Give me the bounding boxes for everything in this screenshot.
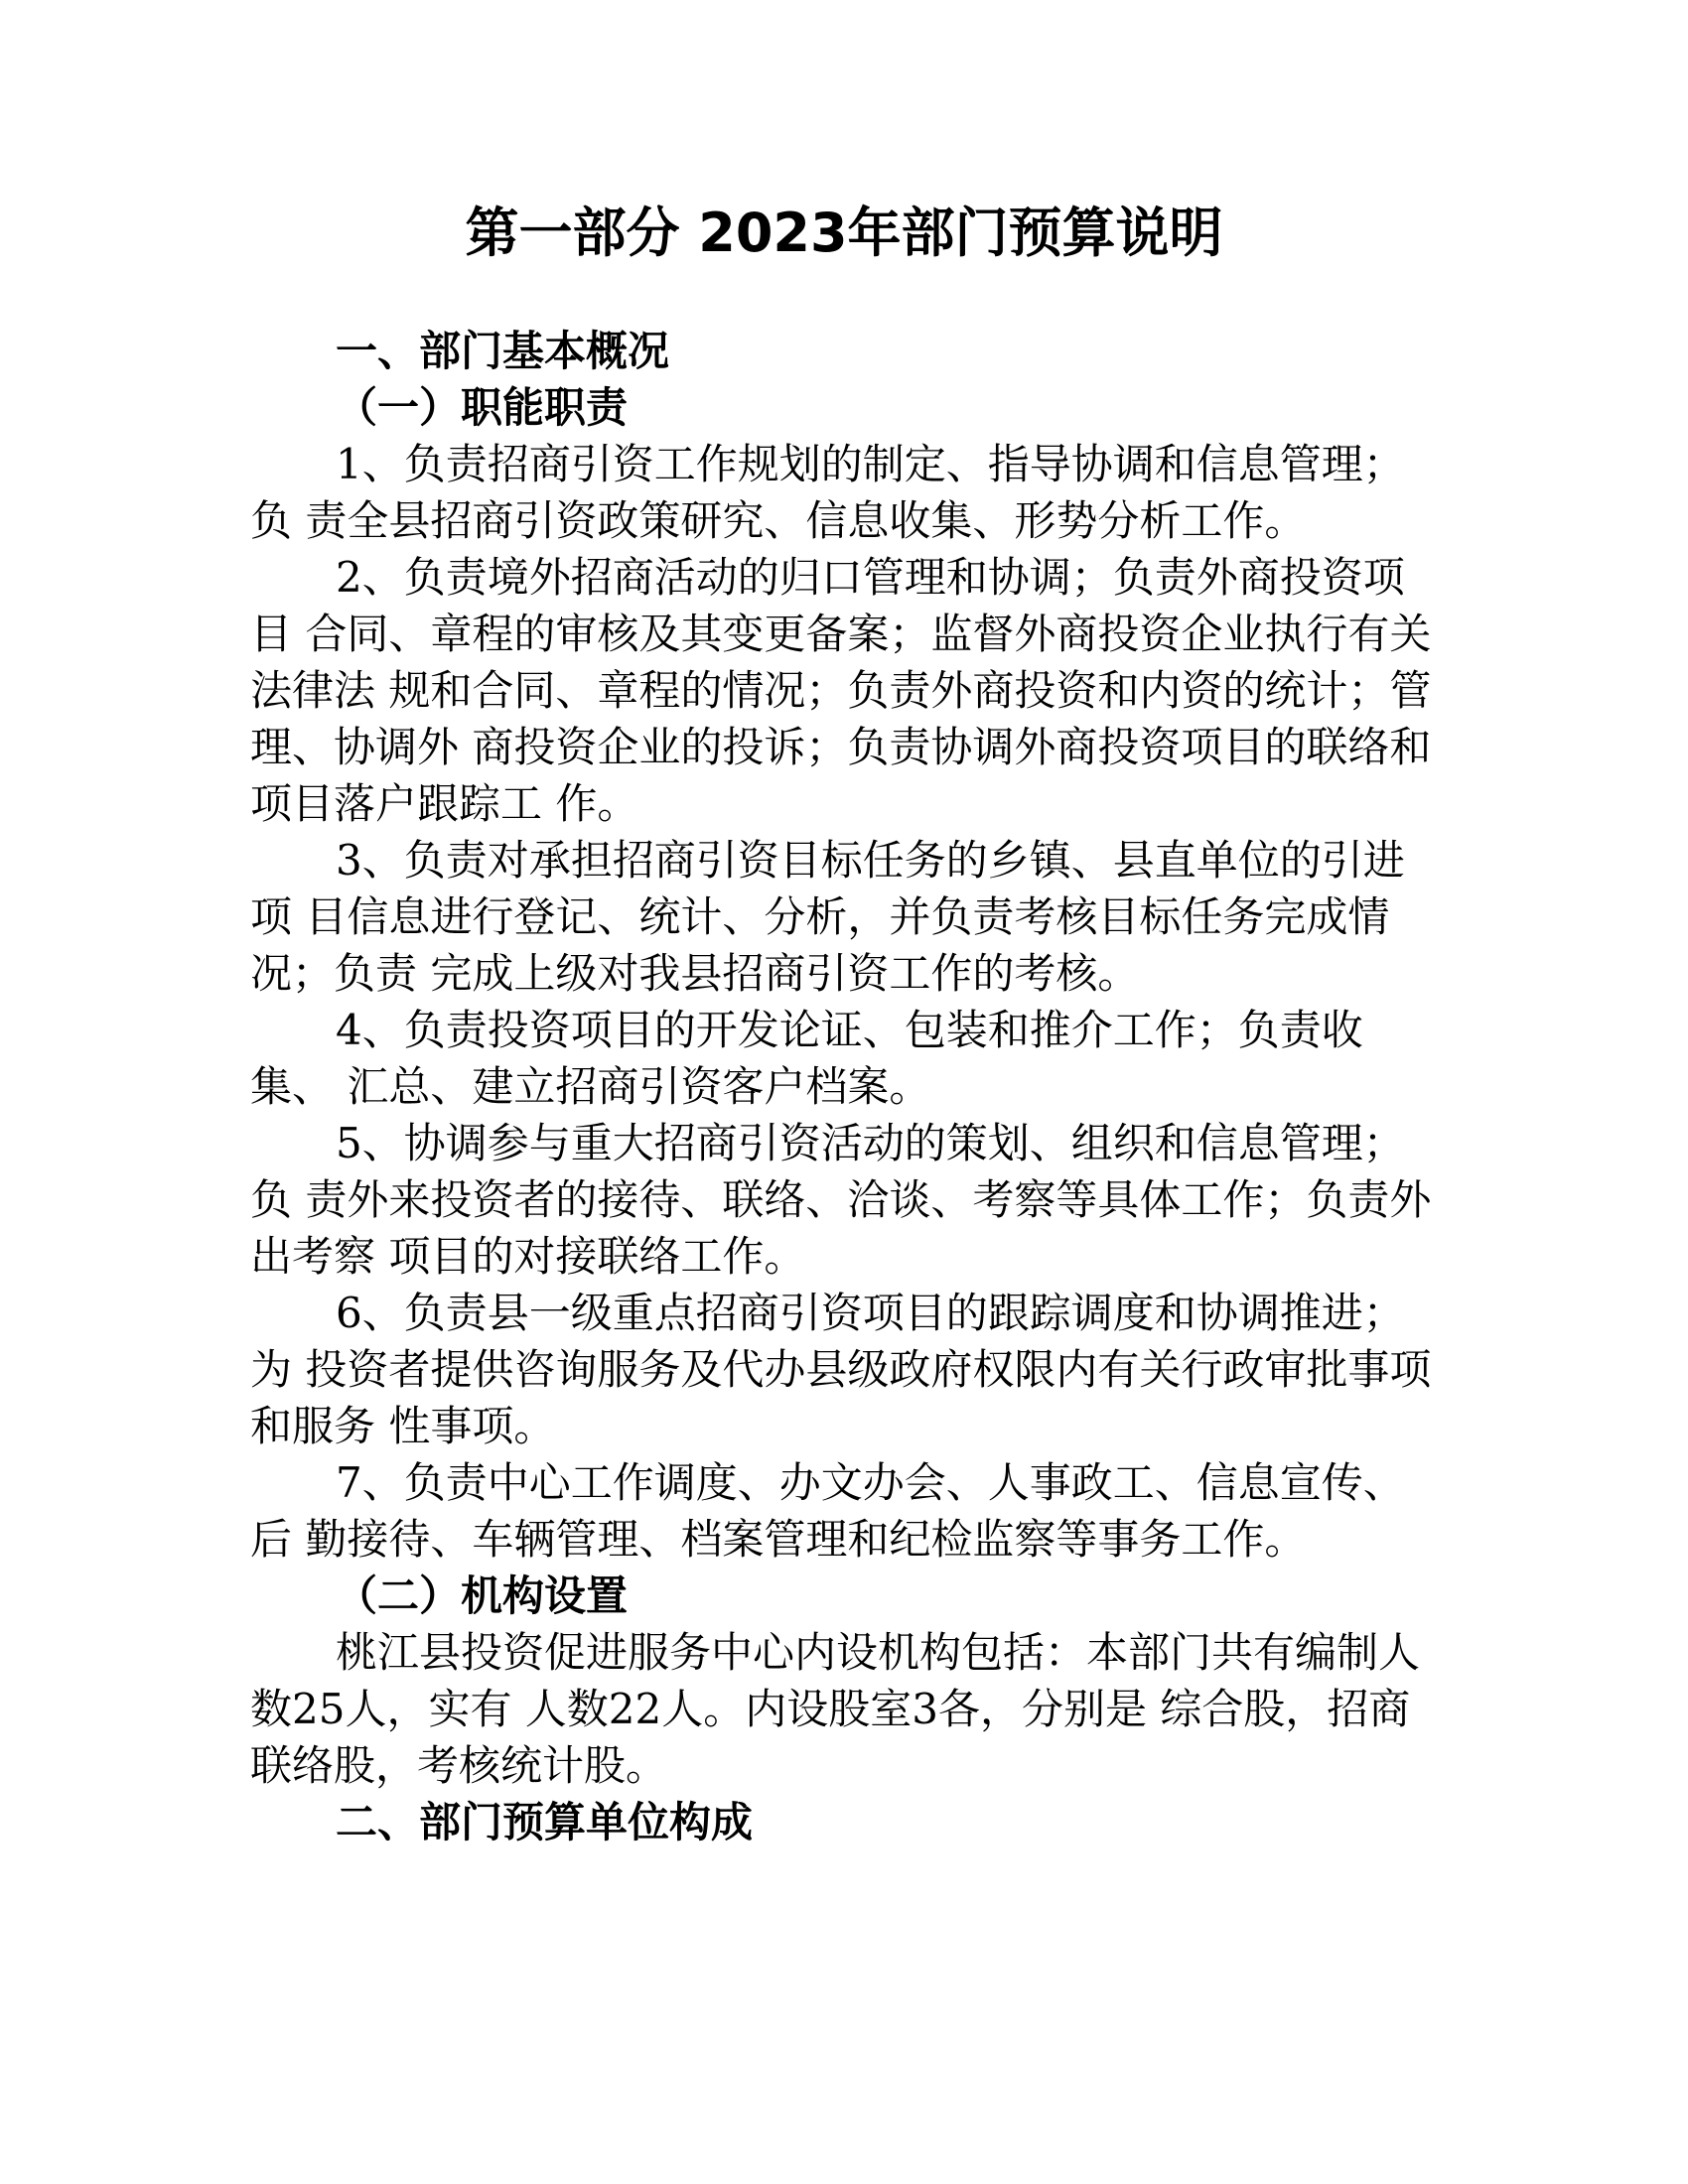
duty-paragraph-1: 1、负责招商引资工作规划的制定、指导协调和信息管理；负 责全县招商引资政策研究、信息收集、形势分析工作。 [250,440,1405,545]
duty-paragraph-3: 3、负责对承担招商引资目标任务的乡镇、县直单位的引进项 目信息进行登记、统计、分析，并负责考核目标任务完成情况；负责 完成上级对我县招商引资工作的考核。 [250,836,1405,998]
section-heading-overview: 一、部门基本概况 [336,327,670,375]
section-heading-budget-units: 二、部门预算单位构成 [336,1798,754,1846]
document-body [250,323,1437,1850]
duty-paragraph-5: 5、协调参与重大招商引资活动的策划、组织和信息管理；负 责外来投资者的接待、联络、洽谈、考察等具体工作；负责外出考察 项目的对接联络工作。 [250,1119,1432,1281]
subsection-heading-organization: （二）机构设置 [336,1571,629,1620]
duty-paragraph-4: 4、负责投资项目的开发论证、包装和推介工作；负责收集、 汇总、建立招商引资客户档案。 [250,1006,1363,1111]
subsection-heading-duties: （一）职能职责 [336,383,629,432]
organization-paragraph: 桃江县投资促进服务中心内设机构包括：本部门共有编制人数25人，实有 人数22人。内设股室3各，分别是 综合股，招商联络股，考核统计股。 [250,1628,1421,1790]
duty-paragraph-6: 6、负责县一级重点招商引资项目的跟踪调度和协调推进；为 投资者提供咨询服务及代办县级政府权限内有关行政审批事项和服务 性事项。 [250,1289,1432,1450]
duty-paragraph-2: 2、负责境外招商活动的归口管理和协调；负责外商投资项目 合同、章程的审核及其变更备案；监督外商投资企业执行有关法律法 规和合同、章程的情况；负责外商投资和内资的统计；管理、协调外 商投资企业的投诉；负责协调外商投资项目的联络和项目落户跟踪工 作。 [250,553,1432,828]
duty-paragraph-7: 7、负责中心工作调度、办文办会、人事政工、信息宣传、后 勤接待、车辆管理、档案管理和纪检监察等事务工作。 [250,1458,1405,1564]
page-title: 第一部分 2023年部门预算说明 [465,202,1223,264]
